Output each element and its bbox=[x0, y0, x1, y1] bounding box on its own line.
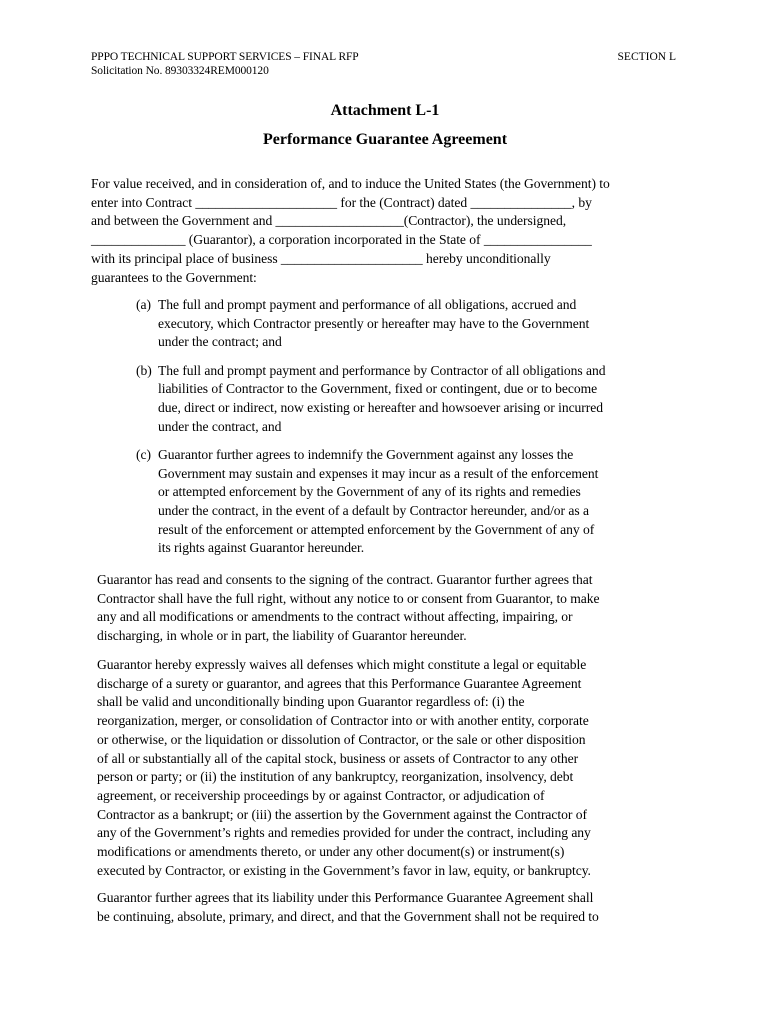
intro-paragraph bbox=[91, 175, 681, 287]
list-item-line: or attempted enforcement by the Government of any of its rights and remedies bbox=[158, 484, 581, 500]
paragraph-line: be continuing, absolute, primary, and direct, and that the Government shall not be required to bbox=[97, 908, 599, 924]
list-item-text bbox=[158, 446, 668, 558]
paragraph-line: discharge of a surety or guarantor, and agrees that this Performance Guarantee Agreement bbox=[97, 675, 582, 691]
paragraph-line: shall be valid and unconditionally binding upon Guarantor regardless of: (i) the bbox=[97, 694, 525, 710]
paragraph-line: Contractor shall have the full right, without any notice to or consent from Guarantor, to make bbox=[97, 590, 600, 606]
list-item-text bbox=[158, 362, 668, 437]
paragraph-line: agreement, or receivership proceedings by or against Contractor, or adjudication of bbox=[97, 787, 545, 803]
paragraph-line: of all or substantially all of the capital stock, business or assets of Contractor to any other bbox=[97, 750, 579, 766]
intro-line: For value received, and in consideration of, and to induce the United States (the Government) to bbox=[91, 176, 610, 191]
list-item-line: executory, which Contractor presently or hereafter may have to the Government bbox=[158, 315, 590, 331]
list-item-label: (b) bbox=[136, 362, 152, 378]
list-item-line: under the contract, and bbox=[158, 418, 282, 434]
intro-line: enter into Contract _____________________ for the (Contract) dated _______________, by bbox=[91, 194, 592, 210]
list-item-line: under the contract, in the event of a default by Contractor hereunder, and/or as a bbox=[158, 503, 589, 519]
list-item-line: The full and prompt payment and performance by Contractor of all obligations and bbox=[158, 362, 606, 378]
paragraph-line: executed by Contractor, or existing in the Government’s favor in law, equity, or bankruptcy. bbox=[97, 862, 591, 878]
list-item-label: (a) bbox=[136, 297, 151, 312]
paragraph-line: Guarantor has read and consents to the signing of the contract. Guarantor further agrees that bbox=[97, 572, 593, 587]
intro-line: and between the Government and ___________________(Contractor), the undersigned, bbox=[91, 213, 567, 229]
list-item-a bbox=[136, 296, 668, 352]
paragraph-line: reorganization, merger, or consolidation of Contractor into or with another entity, corporate bbox=[97, 713, 589, 729]
list-item-text bbox=[158, 296, 668, 352]
header-program-title: PPPO TECHNICAL SUPPORT SERVICES – FINAL RFP bbox=[91, 51, 359, 63]
header-section-label: SECTION L bbox=[617, 51, 676, 63]
attachment-title: Attachment L-1 bbox=[330, 102, 440, 119]
list-item-line: result of the enforcement or attempted enforcement by the Government of any of bbox=[158, 521, 595, 537]
header-solicitation-number: Solicitation No. 89303324REM000120 bbox=[91, 65, 269, 77]
intro-line: ______________ (Guarantor), a corporation incorporated in the State of ________________ bbox=[91, 232, 592, 248]
list-item-line: under the contract; and bbox=[158, 334, 282, 350]
paragraph-line: Guarantor further agrees that its liability under this Performance Guarantee Agreement shall bbox=[97, 890, 594, 905]
paragraph-line: Contractor as a bankrupt; or (iii) the assertion by the Government against the Contractor of bbox=[97, 806, 587, 822]
paragraph-line: or otherwise, or the liquidation or dissolution of Contractor, or the sale or other disposition bbox=[97, 731, 586, 747]
list-item-c bbox=[136, 446, 668, 558]
paragraph-line: discharging, in whole or in part, the liability of Guarantor hereunder. bbox=[97, 628, 467, 644]
list-item-b bbox=[136, 362, 668, 437]
paragraph-line: person or party; or (ii) the institution of any bankruptcy, reorganization, insolvency, debt bbox=[97, 769, 574, 785]
list-item-line: its rights against Guarantor hereunder. bbox=[158, 540, 365, 556]
paragraph-line: any and all modifications or amendments to the contract without affecting, impairing, or bbox=[97, 609, 573, 625]
intro-line: with its principal place of business _____________________ hereby unconditionally bbox=[91, 250, 551, 266]
list-item-label: (c) bbox=[136, 446, 151, 462]
list-item-line: Guarantor further agrees to indemnify the Government against any losses the bbox=[158, 446, 574, 462]
agreement-title: Performance Guarantee Agreement bbox=[262, 131, 508, 148]
liability-paragraph bbox=[97, 889, 671, 926]
paragraph-line: any of the Government’s rights and remedies provided for under the contract, including any bbox=[97, 825, 591, 841]
paragraph-line: Guarantor hereby expressly waives all defenses which might constitute a legal or equitable bbox=[97, 657, 587, 672]
consent-paragraph bbox=[97, 571, 671, 646]
guarantee-list bbox=[136, 296, 668, 568]
list-item-line: liabilities of Contractor to the Government, fixed or contingent, due or to become bbox=[158, 381, 598, 397]
waiver-paragraph bbox=[97, 656, 671, 880]
list-item-line: The full and prompt payment and performance of all obligations, accrued and bbox=[158, 297, 577, 312]
intro-line: guarantees to the Government: bbox=[91, 269, 257, 285]
list-item-line: due, direct or indirect, now existing or hereafter and howsoever arising or incurred bbox=[158, 400, 603, 416]
header-left bbox=[91, 50, 359, 78]
paragraph-line: modifications or amendments thereto, or under any other document(s) or instrument(s) bbox=[97, 844, 565, 860]
list-item-line: Government may sustain and expenses it may incur as a result of the enforcement bbox=[158, 465, 599, 481]
